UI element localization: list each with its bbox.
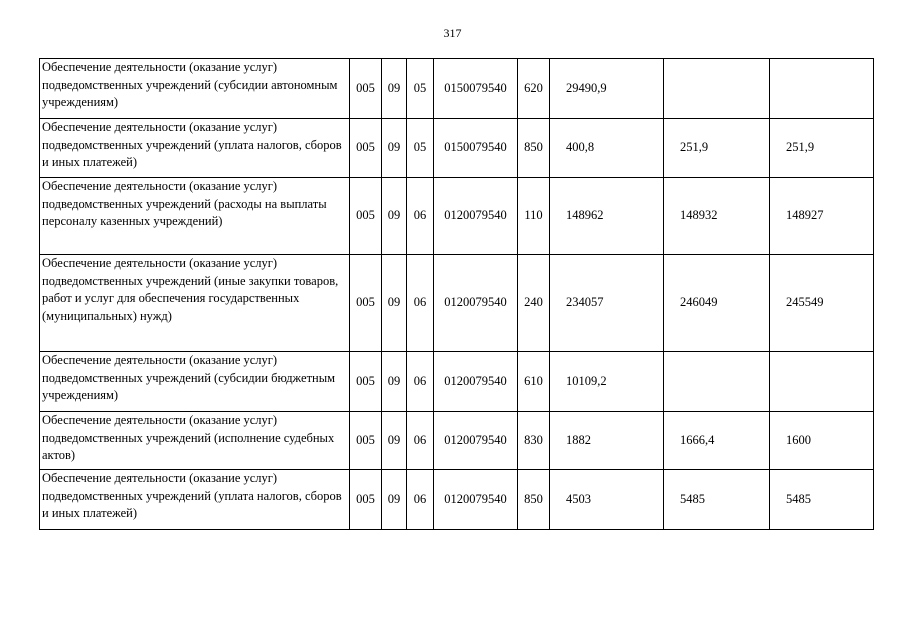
- subsection-code: 05: [407, 119, 434, 178]
- amount-year-3: 245549: [770, 255, 874, 352]
- ministry-code: 005: [350, 255, 382, 352]
- expense-type-code: 110: [518, 178, 550, 255]
- table-row: [40, 255, 874, 352]
- amount-year-1: 234057: [550, 255, 664, 352]
- row-name: Обеспечение деятельности (оказание услуг) подведомственных учреждений (субсидии бюджетным учреждениям): [40, 352, 350, 412]
- table-row: [40, 412, 874, 470]
- amount-year-1: 400,8: [550, 119, 664, 178]
- amount-year-3: 148927: [770, 178, 874, 255]
- amount-year-2: 246049: [664, 255, 770, 352]
- target-article-code: 0150079540: [434, 119, 518, 178]
- target-article-code: 0120079540: [434, 352, 518, 412]
- amount-year-3: 1600: [770, 412, 874, 470]
- ministry-code: 005: [350, 412, 382, 470]
- table-row: [40, 470, 874, 530]
- row-name: Обеспечение деятельности (оказание услуг) подведомственных учреждений (уплата налогов, сборов и иных платежей): [40, 470, 350, 530]
- row-name: Обеспечение деятельности (оказание услуг) подведомственных учреждений (субсидии автономным учреждениям): [40, 59, 350, 119]
- section-code: 09: [382, 178, 407, 255]
- ministry-code: 005: [350, 178, 382, 255]
- amount-year-1: 4503: [550, 470, 664, 530]
- ministry-code: 005: [350, 119, 382, 178]
- row-name: Обеспечение деятельности (оказание услуг) подведомственных учреждений (уплата налогов, сборов и иных платежей): [40, 119, 350, 178]
- target-article-code: 0150079540: [434, 59, 518, 119]
- amount-year-3: 5485: [770, 470, 874, 530]
- table-row: [40, 178, 874, 255]
- ministry-code: 005: [350, 352, 382, 412]
- section-code: 09: [382, 119, 407, 178]
- subsection-code: 06: [407, 470, 434, 530]
- target-article-code: 0120079540: [434, 412, 518, 470]
- subsection-code: 06: [407, 255, 434, 352]
- amount-year-1: 29490,9: [550, 59, 664, 119]
- subsection-code: 06: [407, 178, 434, 255]
- amount-year-1: 148962: [550, 178, 664, 255]
- target-article-code: 0120079540: [434, 470, 518, 530]
- budget-table: [39, 58, 874, 530]
- subsection-code: 06: [407, 352, 434, 412]
- expense-type-code: 620: [518, 59, 550, 119]
- page-number: 317: [443, 26, 462, 40]
- row-name: Обеспечение деятельности (оказание услуг) подведомственных учреждений (расходы на выплаты персоналу казенных учреждений): [40, 178, 350, 255]
- amount-year-2: [664, 352, 770, 412]
- amount-year-3: [770, 352, 874, 412]
- ministry-code: 005: [350, 59, 382, 119]
- row-name: Обеспечение деятельности (оказание услуг) подведомственных учреждений (иные закупки товаров, работ и услуг для обеспечения государственных (муниципальных) нужд): [40, 255, 350, 352]
- amount-year-2: 251,9: [664, 119, 770, 178]
- expense-type-code: 240: [518, 255, 550, 352]
- amount-year-2: 1666,4: [664, 412, 770, 470]
- amount-year-1: 10109,2: [550, 352, 664, 412]
- section-code: 09: [382, 412, 407, 470]
- row-name: Обеспечение деятельности (оказание услуг) подведомственных учреждений (исполнение судебных актов): [40, 412, 350, 470]
- section-code: 09: [382, 352, 407, 412]
- section-code: 09: [382, 59, 407, 119]
- section-code: 09: [382, 470, 407, 530]
- section-code: 09: [382, 255, 407, 352]
- amount-year-3: 251,9: [770, 119, 874, 178]
- subsection-code: 06: [407, 412, 434, 470]
- expense-type-code: 850: [518, 470, 550, 530]
- amount-year-1: 1882: [550, 412, 664, 470]
- table-row: [40, 119, 874, 178]
- expense-type-code: 830: [518, 412, 550, 470]
- amount-year-2: 148932: [664, 178, 770, 255]
- subsection-code: 05: [407, 59, 434, 119]
- ministry-code: 005: [350, 470, 382, 530]
- expense-type-code: 610: [518, 352, 550, 412]
- amount-year-2: [664, 59, 770, 119]
- target-article-code: 0120079540: [434, 255, 518, 352]
- amount-year-3: [770, 59, 874, 119]
- target-article-code: 0120079540: [434, 178, 518, 255]
- expense-type-code: 850: [518, 119, 550, 178]
- table-row: [40, 59, 874, 119]
- table-row: [40, 352, 874, 412]
- amount-year-2: 5485: [664, 470, 770, 530]
